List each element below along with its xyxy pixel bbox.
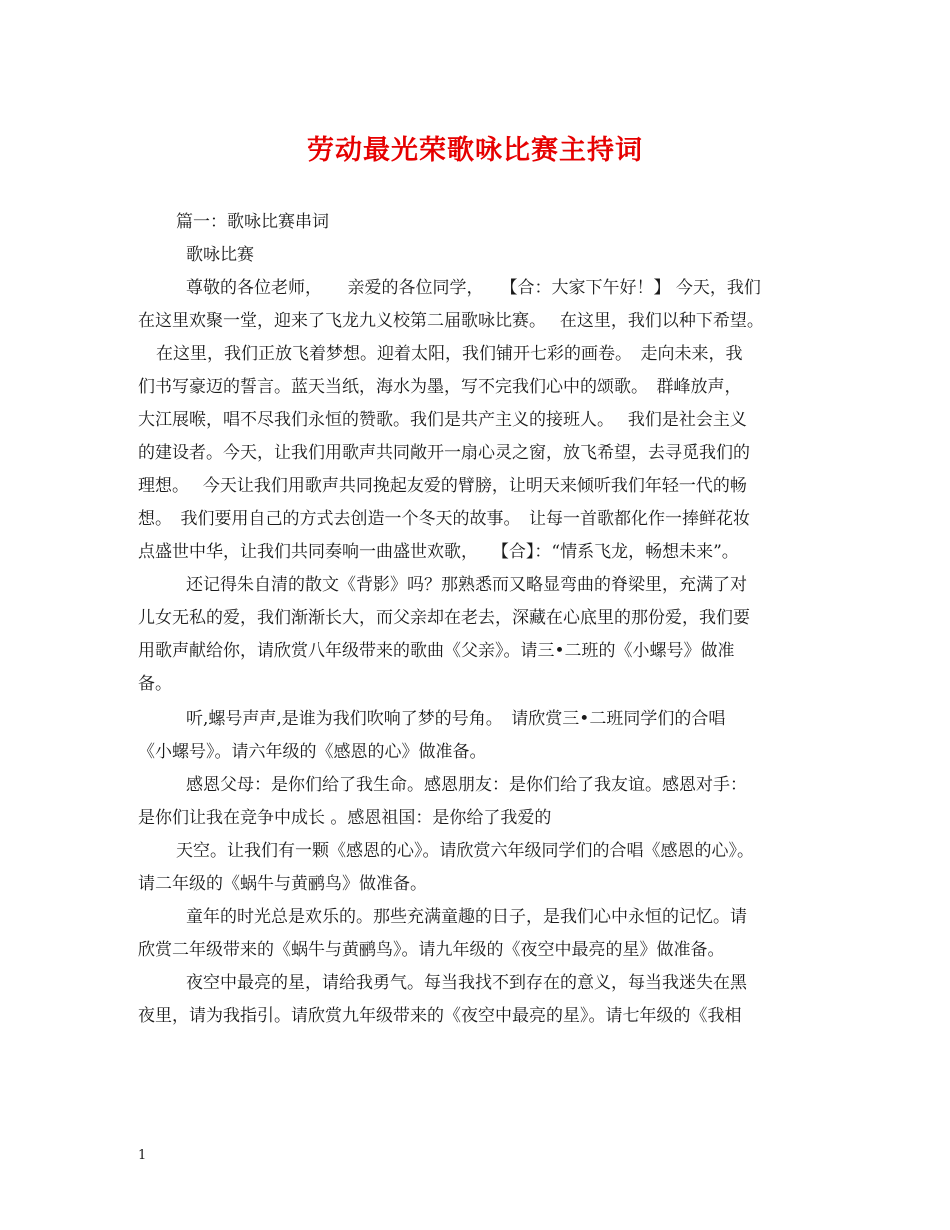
text-line: 大江展喉，唱不尽我们永恒的赞歌。我们是共产主义的接班人。 我们是社会主义 xyxy=(138,410,747,430)
text-line: 夜空中最亮的星，请给我勇气。每当我找不到存在的意义，每当我迷失在黑 xyxy=(186,973,747,993)
text-line: 用歌声献给你，请欣赏八年级带来的歌曲《父亲》。请三•二班的《小螺号》做准 xyxy=(138,641,735,661)
text-line: 篇一：歌咏比赛串词 xyxy=(176,212,329,232)
document-title: 劳动最光荣歌咏比赛主持词 xyxy=(307,135,643,166)
text-line: 歌咏比赛 xyxy=(186,245,254,265)
text-line: 尊敬的各位老师， 亲爱的各位同学， 【合：大家下午好！】 今天，我们 xyxy=(186,278,761,298)
text-line: 儿女无私的爱，我们渐渐长大，而父亲却在老去，深藏在心底里的那份爱，我们要 xyxy=(138,608,750,628)
text-line: 在这里，我们正放飞着梦想。迎着太阳，我们铺开七彩的画卷。 走向未来，我 xyxy=(156,344,743,364)
text-line: 感恩父母：是你们给了我生命。感恩朋友：是你们给了我友谊。感恩对手： xyxy=(186,775,747,795)
text-line: 理想。 今天让我们用歌声共同挽起友爱的臂膀，让明天来倾听我们年轻一代的畅 xyxy=(138,476,747,496)
text-line: 欣赏二年级带来的《蜗牛与黄鹂鸟》。请九年级的《夜空中最亮的星》做准备。 xyxy=(138,940,725,960)
page-number: 1 xyxy=(138,1148,147,1163)
text-line: 在这里欢聚一堂，迎来了飞龙九义校第二届歌咏比赛。 在这里，我们以种下希望。 xyxy=(138,311,764,331)
text-line: 们书写豪迈的誓言。蓝天当纸，海水为墨，写不完我们心中的颂歌。 群峰放声， xyxy=(138,377,742,397)
text-line: 想。 我们要用自己的方式去创造一个冬天的故事。 让每一首歌都化作一捧鲜花妆 xyxy=(138,509,750,529)
text-line: 天空。让我们有一颗《感恩的心》。请欣赏六年级同学们的合唱《感恩的心》。 xyxy=(176,841,754,861)
text-line: 童年的时光总是欢乐的。那些充满童趣的日子，是我们心中永恒的记忆。请 xyxy=(186,907,747,927)
text-line: 是你们让我在竞争中成长 。感恩祖国：是你给了我爱的 xyxy=(138,808,552,828)
text-line: 听,螺号声声,是谁为我们吹响了梦的号角。 请欣赏三•二班同学们的合唱 xyxy=(186,709,726,729)
text-line: 请二年级的《蜗牛与黄鹂鸟》做准备。 xyxy=(138,874,427,894)
text-line: 点盛世中华，让我们共同奏响一曲盛世欢歌， 【合】：“情系飞龙，畅想未来”。 xyxy=(138,542,739,562)
text-line: 还记得朱自清的散文《背影》吗？那熟悉而又略显弯曲的脊梁里，充满了对 xyxy=(186,575,747,595)
text-line: 夜里，请为我指引。请欣赏九年级带来的《夜空中最亮的星》。请七年级的《我相 xyxy=(138,1006,742,1026)
text-line: 《小螺号》。请六年级的《感恩的心》做准备。 xyxy=(138,742,487,762)
text-line: 的建设者。今天，让我们用歌声共同敞开一扇心灵之窗，放飞希望，去寻觅我们的 xyxy=(138,443,750,463)
text-line: 备。 xyxy=(138,674,172,694)
